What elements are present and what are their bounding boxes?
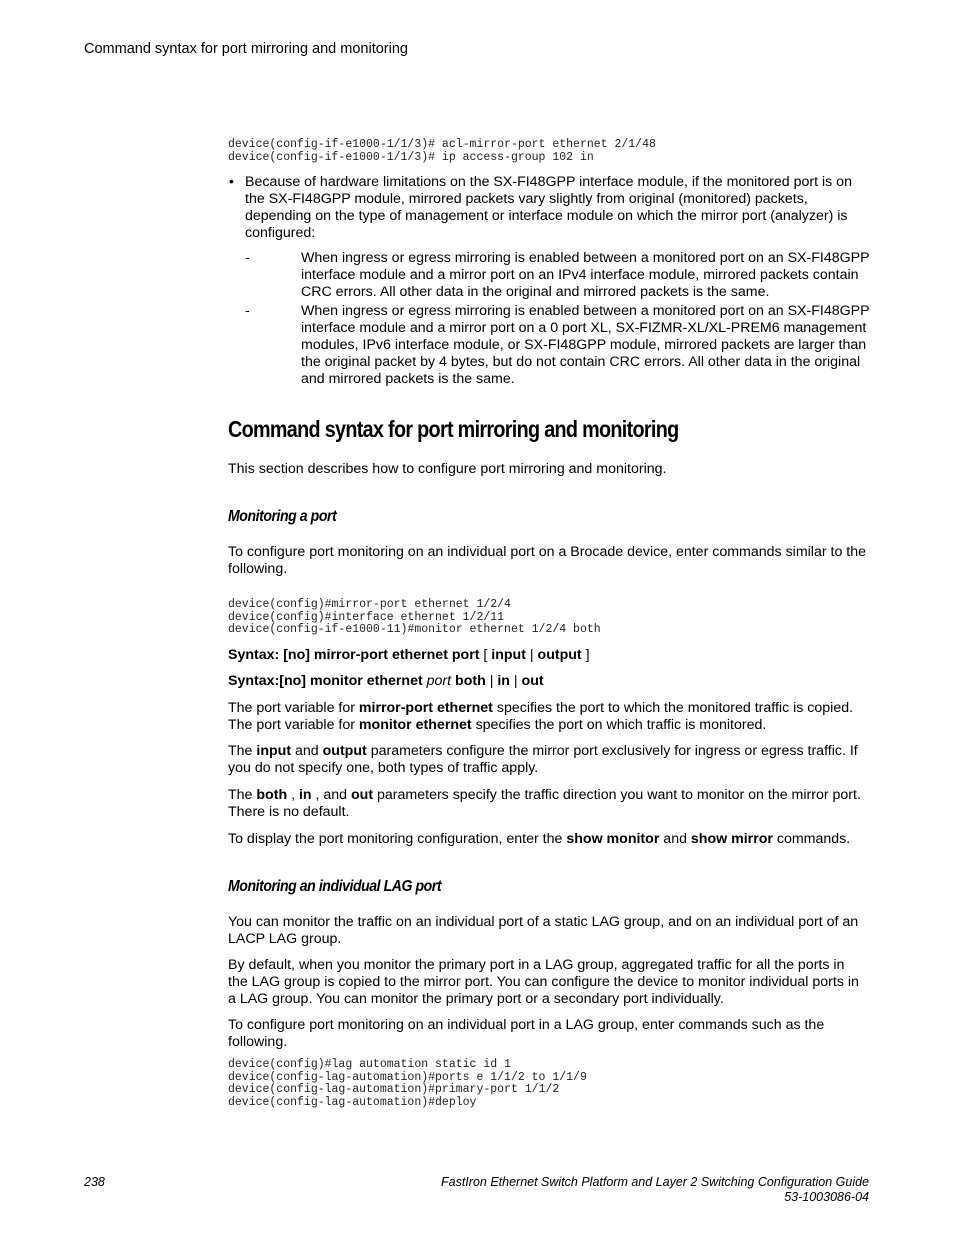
code-line: device(config-lag-automation)#ports e 1/1/2 to 1/1/9 (228, 1070, 587, 1084)
paragraph-port-variable: The port variable for mirror-port ethernet specifies the port to which the monitored traffic is copied. The port variable for monitor ethernet specifies the port on which traffic is monitored. (228, 700, 854, 733)
syntax-monitor: Syntax:[no] monitor ethernet port both | in | out (228, 673, 544, 689)
subitem-marker: - (245, 250, 250, 266)
section-intro: This section describes how to configure port mirroring and monitoring. (228, 461, 667, 477)
subitem-marker: - (245, 303, 250, 319)
running-header: Command syntax for port mirroring and monitoring (84, 41, 408, 57)
lag-paragraph-1: You can monitor the traffic on an individual port of a static LAG group, and on an individual port of an LACP LAG group. (228, 914, 859, 947)
code-line: device(config-if-e1000-11)#monitor ethernet 1/2/4 both (228, 623, 601, 636)
paragraph-display: To display the port monitoring configuration, enter the show monitor and show mirror commands. (228, 831, 851, 847)
code-line: device(config-if-e1000-1/1/3)# acl-mirror-port ethernet 2/1/48 (228, 138, 656, 151)
footer-doc-number: 53-1003086-04 (784, 1190, 869, 1204)
page-number: 238 (84, 1175, 105, 1189)
bullet-text: Because of hardware limitations on the SX-FI48GPP interface module, if the monitored port is on the SX-FI48GPP module, mirrored packets vary slightly from original (monitored) packets, depending on the type of management or interface module on which the mirror port (analyzer) is configured: (245, 174, 852, 241)
footer-guide-title: FastIron Ethernet Switch Platform and Layer 2 Switching Configuration Guide (441, 1175, 869, 1189)
paragraph-input-output: The input and output parameters configure the mirror port exclusively for ingress or egress traffic. If you do not specify one, both types of traffic apply. (228, 743, 858, 776)
code-block-acl (228, 139, 868, 164)
code-line: device(config)#lag automation static id 1 (228, 1058, 511, 1071)
bullet-marker: • (229, 174, 234, 190)
code-line: device(config-lag-automation)#deploy (228, 1095, 477, 1109)
code-block-monitor (228, 599, 868, 637)
code-line: device(config)#mirror-port ethernet 1/2/4 (228, 598, 511, 611)
subsection-heading-lag-port: Monitoring an individual LAG port (228, 878, 442, 895)
subitem-text: When ingress or egress mirroring is enabled between a monitored port on an SX-FI48GPP interface module and a mirror port on a 0 port XL, SX-FIZMR-XL/XL-PREM6 management modules, IPv6 interface module, or SX-FI48GPP module, mirrored packets are larger than the original packet by 4 bytes, but do not contain CRC errors. All other data in the original and mirrored packets is the same. (301, 303, 870, 387)
monitoring-port-intro: To configure port monitoring on an individual port on a Brocade device, enter commands similar to the following. (228, 544, 866, 577)
subsection-heading-monitoring-port: Monitoring a port (228, 508, 337, 525)
code-block-lag (228, 1059, 868, 1109)
code-line: device(config)#interface ethernet 1/2/11 (228, 610, 505, 624)
code-line: device(config-if-e1000-1/1/3)# ip access-group 102 in (228, 150, 594, 164)
subitem-text: When ingress or egress mirroring is enabled between a monitored port on an SX-FI48GPP interface module and a mirror port on an IPv4 interface module, mirrored packets contain CRC errors. All other data in the original and mirrored packets is the same. (301, 250, 870, 300)
lag-paragraph-2: By default, when you monitor the primary port in a LAG group, aggregated traffic for all the ports in the LAG group is copied to the mirror port. You can configure the device to monitor individual ports in a LAG group. You can monitor the primary port or a secondary port individually. (228, 957, 859, 1007)
syntax-mirror-port: Syntax: [no] mirror-port ethernet port [ input | output ] (228, 647, 590, 663)
code-line: device(config-lag-automation)#primary-port 1/1/2 (228, 1083, 560, 1096)
paragraph-direction: The both , in , and out parameters specify the traffic direction you want to monitor on the mirror port. There is no default. (228, 787, 861, 820)
lag-paragraph-3: To configure port monitoring on an individual port in a LAG group, enter commands such as the following. (228, 1017, 825, 1050)
section-heading: Command syntax for port mirroring and monitoring (228, 416, 679, 442)
